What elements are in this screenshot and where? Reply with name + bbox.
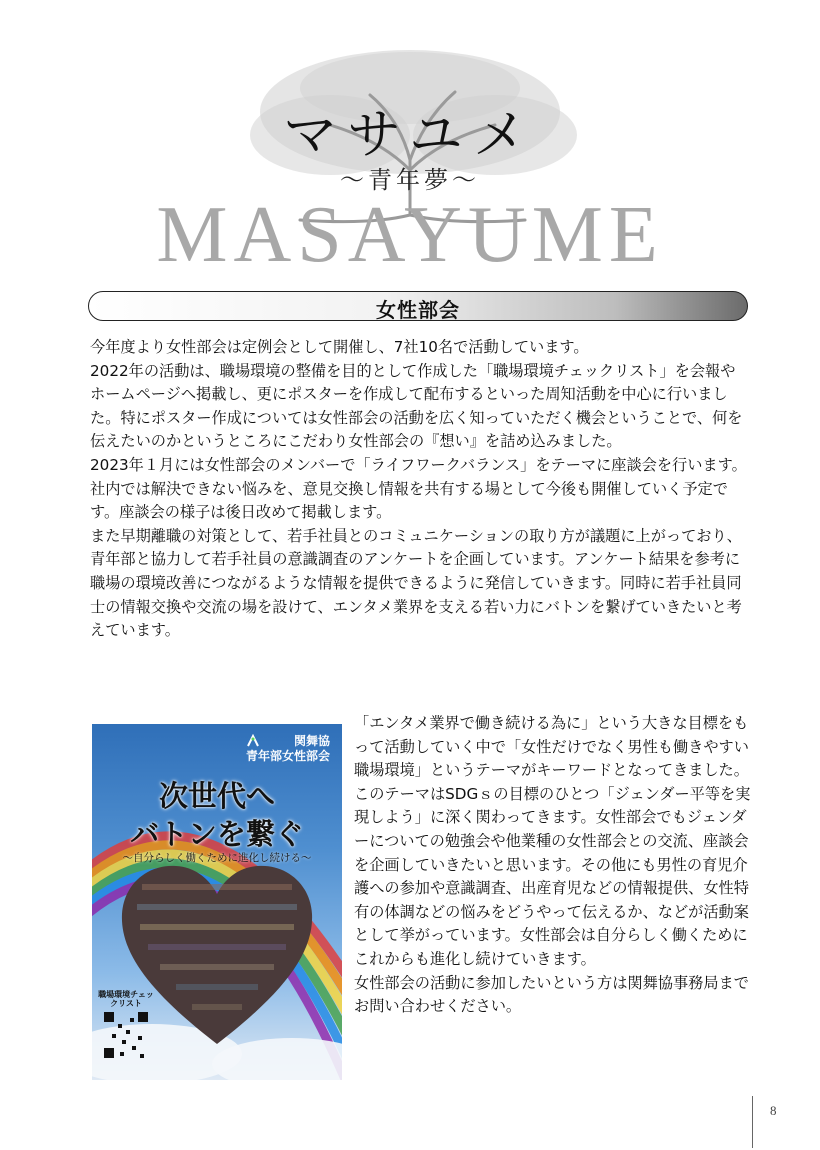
- poster-org: [246, 734, 330, 764]
- org-logo-icon: [277, 735, 291, 749]
- section-banner: [88, 291, 748, 321]
- footer-rule: [752, 1096, 753, 1148]
- body-paragraph: 2023年１月には女性部会のメンバーで「ライフワークバランス」をテーマに座談会を行います。社内では解決できない悩みを、意見交換し情報を共有する場として今後も開催していく予定です。座談会の様子は後日改めて掲載します。: [90, 455, 747, 522]
- section-title: 女性部会: [376, 298, 460, 322]
- masthead-subtitle: ～青年夢～: [340, 166, 480, 194]
- right-column-text: [354, 712, 752, 1019]
- masthead-title-jp: マサユメ: [283, 103, 537, 166]
- page-number: 8: [770, 1103, 777, 1118]
- body-paragraph: 女性部会の活動に参加したいという方は関舞協事務局までお問い合わせください。: [354, 973, 749, 1016]
- poster-org-sub: 青年部女性部会: [245, 749, 330, 763]
- poster-qr-label: 職場環境チェックリスト: [98, 990, 154, 1008]
- poster-image: [92, 724, 342, 1080]
- poster-headline-2: バトンを繋ぐ: [130, 817, 304, 851]
- poster-tagline: ～自分らしく働くために進化し続ける～: [122, 852, 312, 864]
- masthead-title-en: MASAYUME: [156, 191, 664, 279]
- body-paragraph: 今年度より女性部会は定例会として開催し、7社10名で活動しています。: [90, 338, 589, 356]
- body-paragraph: また早期離職の対策として、若手社員とのコミュニケーションの取り方が議題に上がっており、青年部と協力して若手社員の意識調査のアンケートを企画しています。アンケート結果を参考に職場の環境改善につながるような情報を提供できるように発信していきます。同時に若手社員同士の情報交換や交流の場を設けて、エンタメ業界を支える若い力にバトンを繋げていきたいと考えています。: [90, 526, 742, 640]
- body-paragraph: 2022年の活動は、職場環境の整備を目的として作成した「職場環境チェックリスト」を会報やホームページへ掲載し、更にポスターを作成して配布するといった周知活動を中心に行いました。特にポスター作成については女性部会の活動を広く知っていただく機会ということで、何を伝えたいのかというところにこだわり女性部会の『想い』を詰め込みました。: [90, 361, 743, 451]
- poster-headline-1: 次世代へ: [158, 779, 275, 813]
- poster-org-name: 関舞協: [293, 734, 330, 748]
- body-text: [90, 336, 750, 643]
- body-paragraph: 「エンタメ業界で働き続ける為に」という大きな目標をもって活動していく中で「女性だけでなく男性も働きやすい職場環境」というテーマがキーワードとなってきました。このテーマはSDGｓの目標のひとつ「ジェンダー平等を実現しよう」に深く関わってきます。女性部会でもジェンダーについての勉強会や他業種の女性部会との交流、座談会を企画していきたいと思います。その他にも男性の育児介護への参加や意識調査、出産育児などの情報提供、女性特有の体調などの悩みをどうやって伝えるか、などが活動案として挙がっています。女性部会は自分らしく働くためにこれからも進化し続けていきます。: [354, 714, 751, 968]
- masthead: [0, 0, 820, 285]
